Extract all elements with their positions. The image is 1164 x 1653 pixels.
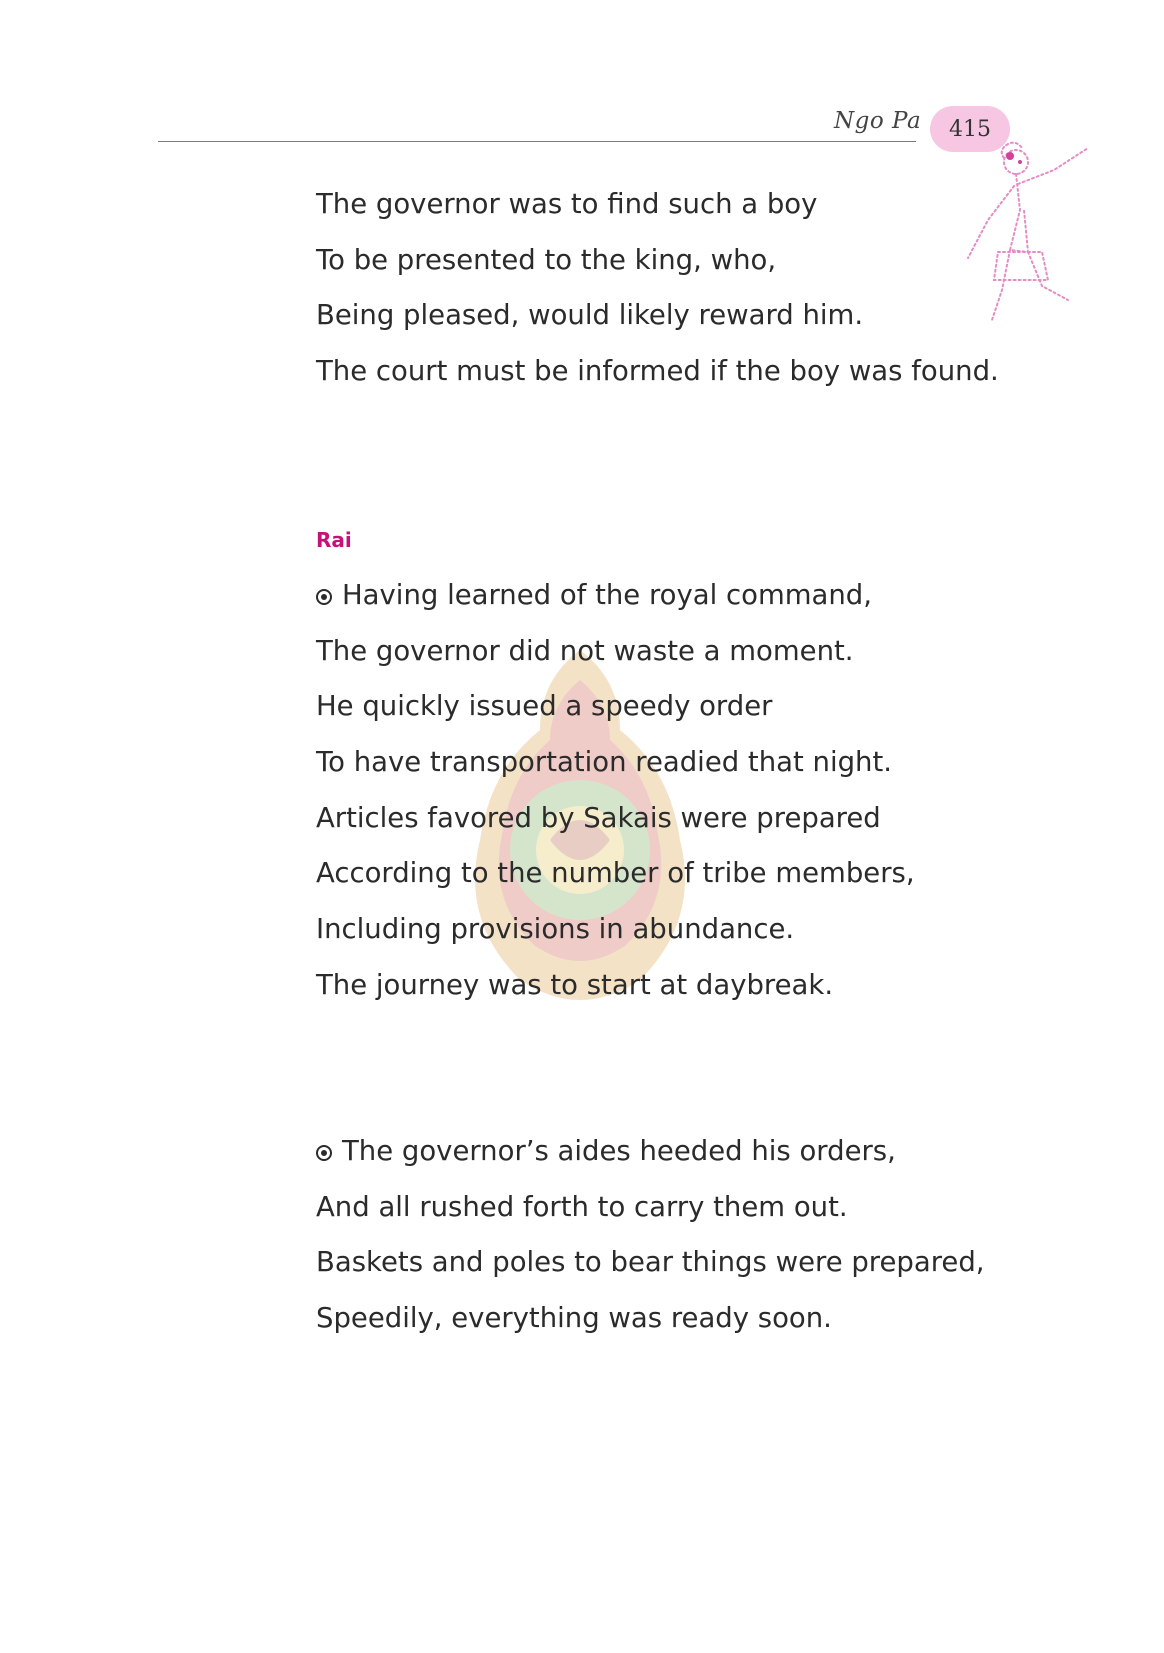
running-title: Ngo Pa [834, 108, 922, 134]
verse-line-text: The governor’s aides heeded his orders, [342, 1135, 896, 1167]
verse-line: Being pleased, would likely reward him. [316, 299, 864, 332]
header-rule [158, 141, 916, 142]
verse-line: To be presented to the king, who, [316, 243, 777, 276]
verse-line: He quickly issued a speedy order [316, 690, 773, 723]
section-label: Rai [316, 528, 352, 552]
verse-line: Including provisions in abundance. [316, 913, 795, 946]
bullet-icon [316, 1145, 332, 1161]
verse-line: The governor did not waste a moment. [316, 634, 854, 667]
verse-line: Speedily, everything was ready soon. [316, 1302, 832, 1335]
verse-line: According to the number of tribe members, [316, 857, 915, 890]
verse-line-text: Having learned of the royal command, [342, 579, 873, 611]
stanza-1 [316, 177, 999, 400]
stanza-3 [316, 1124, 985, 1347]
verse-line: The governor was to find such a boy [316, 188, 818, 220]
bullet-icon [316, 589, 332, 605]
verse-line: To have transportation readied that night. [316, 746, 892, 779]
verse-line: The journey was to start at daybreak. [316, 968, 834, 1001]
verse-line: The court must be informed if the boy was found. [316, 355, 999, 388]
page-number: 415 [949, 116, 991, 142]
verse-line: Baskets and poles to bear things were prepared, [316, 1246, 985, 1279]
stanza-2 [316, 568, 915, 1014]
verse-line-first [316, 1124, 985, 1180]
verse-line-first [316, 568, 915, 624]
verse-line: Articles favored by Sakais were prepared [316, 801, 881, 834]
verse-line: And all rushed forth to carry them out. [316, 1190, 848, 1223]
